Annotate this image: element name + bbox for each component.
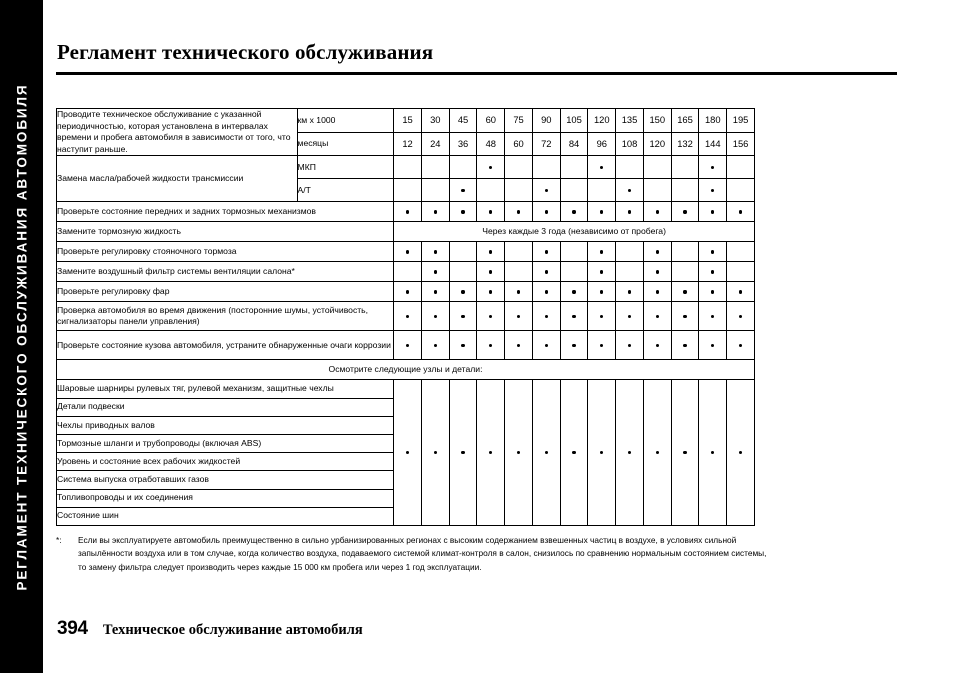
row-note-2: Через каждые 3 года (независимо от пробега) — [394, 222, 755, 242]
row-label-1: Проверьте состояние передних и задних тормозных механизмов — [57, 202, 394, 222]
table-row — [57, 222, 755, 242]
cell-r6-c1 — [394, 302, 422, 331]
cell-auto-3 — [449, 179, 477, 202]
inspect-cell-c1 — [394, 380, 422, 526]
cell-r4-c9 — [616, 262, 644, 282]
km-value-9: 135 — [616, 109, 644, 133]
month-value-5: 60 — [505, 132, 533, 156]
table-body — [57, 109, 755, 526]
inspect-cell-c11 — [671, 380, 699, 526]
table-row — [57, 242, 755, 262]
cell-r4-c3 — [449, 262, 477, 282]
row-label-6: Проверка автомобиля во время движения (посторонние шумы, устойчивость, сигнализаторы панели управления) — [57, 302, 394, 331]
km-value-6: 90 — [532, 109, 560, 133]
inspect-item-label-2: Детали подвески — [57, 398, 394, 416]
cell-manual-9 — [616, 156, 644, 179]
cell-manual-5 — [505, 156, 533, 179]
cell-manual-10 — [643, 156, 671, 179]
row-label-5: Проверьте регулировку фар — [57, 282, 394, 302]
cell-r1-c13 — [727, 202, 755, 222]
month-value-10: 120 — [643, 132, 671, 156]
cell-r4-c1 — [394, 262, 422, 282]
inspect-item-label-7: Топливопроводы и их соединения — [57, 489, 394, 507]
footnote-line-1: Если вы эксплуатируете автомобиль преимущественно в сильно урбанизированных регионах с высоким содержанием взвешенных частиц в воздухе, в условиях сильной — [78, 535, 737, 545]
cell-r1-c9 — [616, 202, 644, 222]
cell-r6-c7 — [560, 302, 588, 331]
page-footer — [57, 618, 363, 640]
cell-r1-c6 — [532, 202, 560, 222]
cell-r7-c10 — [643, 331, 671, 360]
cell-r3-c7 — [560, 242, 588, 262]
row-label-3: Проверьте регулировку стояночного тормоза — [57, 242, 394, 262]
inspect-cell-c8 — [588, 380, 616, 526]
inspect-item-label-4: Тормозные шланги и трубопроводы (включая ABS) — [57, 434, 394, 452]
cell-r3-c8 — [588, 242, 616, 262]
footnote — [56, 534, 936, 574]
cell-r7-c12 — [699, 331, 727, 360]
table-row — [57, 331, 755, 360]
cell-r7-c7 — [560, 331, 588, 360]
cell-r4-c12 — [699, 262, 727, 282]
month-value-6: 72 — [532, 132, 560, 156]
cell-r5-c13 — [727, 282, 755, 302]
cell-r3-c9 — [616, 242, 644, 262]
inspect-section-heading: Осмотрите следующие узлы и детали: — [57, 360, 755, 380]
cell-r7-c9 — [616, 331, 644, 360]
cell-r4-c11 — [671, 262, 699, 282]
cell-r7-c3 — [449, 331, 477, 360]
cell-r6-c13 — [727, 302, 755, 331]
cell-r3-c6 — [532, 242, 560, 262]
cell-r5-c1 — [394, 282, 422, 302]
cell-auto-13 — [727, 179, 755, 202]
inspect-dot-c5 — [517, 447, 520, 457]
cell-r6-c9 — [616, 302, 644, 331]
footnote-body — [78, 534, 936, 574]
cell-r7-c4 — [477, 331, 505, 360]
cell-r5-c6 — [532, 282, 560, 302]
cell-r4-c13 — [727, 262, 755, 282]
inspect-cell-c7 — [560, 380, 588, 526]
month-value-9: 108 — [616, 132, 644, 156]
cell-r3-c1 — [394, 242, 422, 262]
cell-manual-11 — [671, 156, 699, 179]
cell-auto-9 — [616, 179, 644, 202]
cell-r3-c10 — [643, 242, 671, 262]
cell-r1-c4 — [477, 202, 505, 222]
month-value-11: 132 — [671, 132, 699, 156]
inspect-dot-c7 — [572, 447, 575, 457]
cell-r7-c2 — [421, 331, 449, 360]
table-row — [57, 262, 755, 282]
cell-r1-c5 — [505, 202, 533, 222]
cell-auto-12 — [699, 179, 727, 202]
inspect-item-label-1: Шаровые шарниры рулевых тяг, рулевой механизм, защитные чехлы — [57, 380, 394, 398]
page-content — [43, 0, 954, 673]
cell-r3-c13 — [727, 242, 755, 262]
cell-r1-c12 — [699, 202, 727, 222]
unit-label-months: месяцы — [297, 132, 394, 156]
cell-manual-12 — [699, 156, 727, 179]
inspect-dot-c9 — [628, 447, 631, 457]
cell-r7-c8 — [588, 331, 616, 360]
table-row — [57, 302, 755, 331]
month-value-3: 36 — [449, 132, 477, 156]
cell-r6-c5 — [505, 302, 533, 331]
cell-r7-c6 — [532, 331, 560, 360]
cell-auto-2 — [421, 179, 449, 202]
km-value-5: 75 — [505, 109, 533, 133]
cell-r5-c12 — [699, 282, 727, 302]
cell-r7-c13 — [727, 331, 755, 360]
cell-r5-c4 — [477, 282, 505, 302]
km-value-7: 105 — [560, 109, 588, 133]
km-value-1: 15 — [394, 109, 422, 133]
cell-r6-c6 — [532, 302, 560, 331]
cell-r3-c3 — [449, 242, 477, 262]
cell-manual-6 — [532, 156, 560, 179]
cell-manual-7 — [560, 156, 588, 179]
km-value-8: 120 — [588, 109, 616, 133]
footnote-marker: *: — [56, 535, 62, 545]
cell-r6-c2 — [421, 302, 449, 331]
inspect-cell-c12 — [699, 380, 727, 526]
cell-r6-c10 — [643, 302, 671, 331]
km-value-13: 195 — [727, 109, 755, 133]
cell-manual-13 — [727, 156, 755, 179]
inspect-cell-c4 — [477, 380, 505, 526]
km-value-4: 60 — [477, 109, 505, 133]
table-row — [57, 202, 755, 222]
unit-label-km: км х 1000 — [297, 109, 394, 133]
footer-section-title: Техническое обслуживание автомобиля — [102, 622, 363, 638]
cell-r3-c2 — [421, 242, 449, 262]
inspect-item-row — [57, 380, 755, 398]
sub-label-auto-transmission: A/T — [297, 179, 394, 202]
month-value-2: 24 — [421, 132, 449, 156]
inspect-cell-c3 — [449, 380, 477, 526]
cell-auto-10 — [643, 179, 671, 202]
cell-auto-4 — [477, 179, 505, 202]
cell-r3-c11 — [671, 242, 699, 262]
footer-page-number: 394 — [57, 618, 88, 639]
inspect-cell-c13 — [727, 380, 755, 526]
inspect-item-label-6: Система выпуска отработавших газов — [57, 471, 394, 489]
cell-r5-c9 — [616, 282, 644, 302]
table-header-km-row — [57, 109, 755, 133]
cell-auto-11 — [671, 179, 699, 202]
cell-r7-c11 — [671, 331, 699, 360]
inspect-dot-c10 — [656, 447, 659, 457]
cell-r5-c3 — [449, 282, 477, 302]
row-label-4: Замените воздушный фильтр системы вентиляции салона* — [57, 262, 394, 282]
cell-manual-8 — [588, 156, 616, 179]
cell-r1-c10 — [643, 202, 671, 222]
cell-r6-c12 — [699, 302, 727, 331]
cell-r5-c2 — [421, 282, 449, 302]
cell-r6-c3 — [449, 302, 477, 331]
row-label-2: Замените тормозную жидкость — [57, 222, 394, 242]
cell-manual-2 — [421, 156, 449, 179]
inspect-item-label-5: Уровень и состояние всех рабочих жидкостей — [57, 453, 394, 471]
title-divider — [56, 72, 897, 75]
cell-r1-c11 — [671, 202, 699, 222]
chapter-side-tab-label: РЕГЛАМЕНТ ТЕХНИЧЕСКОГО ОБСЛУЖИВАНИЯ АВТОМОБИЛЯ — [14, 82, 29, 591]
inspect-cell-c10 — [643, 380, 671, 526]
cell-r6-c4 — [477, 302, 505, 331]
cell-r4-c10 — [643, 262, 671, 282]
cell-r4-c8 — [588, 262, 616, 282]
cell-r6-c8 — [588, 302, 616, 331]
cell-r5-c7 — [560, 282, 588, 302]
month-value-8: 96 — [588, 132, 616, 156]
inspect-dot-c6 — [545, 447, 548, 457]
cell-r3-c5 — [505, 242, 533, 262]
cell-r3-c12 — [699, 242, 727, 262]
maintenance-schedule-table — [56, 108, 755, 526]
row-label-transmission-fluid: Замена масла/рабочей жидкости трансмиссии — [57, 156, 298, 202]
km-value-10: 150 — [643, 109, 671, 133]
cell-r1-c1 — [394, 202, 422, 222]
chapter-side-tab — [0, 0, 43, 673]
table-section-heading-row — [57, 360, 755, 380]
cell-auto-7 — [560, 179, 588, 202]
inspect-item-label-8: Состояние шин — [57, 507, 394, 525]
km-value-3: 45 — [449, 109, 477, 133]
row-label-7: Проверьте состояние кузова автомобиля, устраните обнаруженные очаги коррозии — [57, 331, 394, 360]
inspect-dot-c4 — [489, 447, 492, 457]
table-row — [57, 282, 755, 302]
inspect-dot-c11 — [683, 447, 686, 457]
cell-auto-1 — [394, 179, 422, 202]
cell-r4-c2 — [421, 262, 449, 282]
footnote-line-2: запылённости воздуха или в том случае, когда количество воздуха, подаваемого системой климат-контроля в салон, снизилось по сравнению нормальным состоянием системы, — [78, 548, 767, 559]
inspect-cell-c2 — [421, 380, 449, 526]
cell-r4-c6 — [532, 262, 560, 282]
month-value-13: 156 — [727, 132, 755, 156]
cell-r3-c4 — [477, 242, 505, 262]
cell-auto-8 — [588, 179, 616, 202]
inspect-dot-c8 — [600, 447, 603, 457]
cell-r1-c7 — [560, 202, 588, 222]
month-value-7: 84 — [560, 132, 588, 156]
inspect-dot-c12 — [711, 447, 714, 457]
schedule-intro-text: Проводите техническое обслуживание с указанной периодичностью, которая установлена в интервалах времени и пробега автомобиля в зависимости от того, что наступит раньше. — [57, 109, 298, 156]
cell-r4-c7 — [560, 262, 588, 282]
cell-r1-c2 — [421, 202, 449, 222]
inspect-dot-c2 — [434, 447, 437, 457]
cell-auto-5 — [505, 179, 533, 202]
inspect-cell-c5 — [505, 380, 533, 526]
cell-r7-c5 — [505, 331, 533, 360]
cell-r5-c8 — [588, 282, 616, 302]
inspect-dot-c13 — [739, 447, 742, 457]
month-value-12: 144 — [699, 132, 727, 156]
km-value-11: 165 — [671, 109, 699, 133]
cell-auto-6 — [532, 179, 560, 202]
month-value-4: 48 — [477, 132, 505, 156]
page-title: Регламент технического обслуживания — [57, 40, 434, 64]
inspect-cell-c6 — [532, 380, 560, 526]
cell-r4-c5 — [505, 262, 533, 282]
km-value-12: 180 — [699, 109, 727, 133]
inspect-dot-c3 — [461, 447, 464, 457]
cell-r5-c11 — [671, 282, 699, 302]
cell-r7-c1 — [394, 331, 422, 360]
month-value-1: 12 — [394, 132, 422, 156]
cell-r4-c4 — [477, 262, 505, 282]
inspect-cell-c9 — [616, 380, 644, 526]
cell-r1-c8 — [588, 202, 616, 222]
cell-r6-c11 — [671, 302, 699, 331]
sub-label-manual-transmission: МКП — [297, 156, 394, 179]
km-value-2: 30 — [421, 109, 449, 133]
cell-manual-4 — [477, 156, 505, 179]
cell-manual-1 — [394, 156, 422, 179]
inspect-item-label-3: Чехлы приводных валов — [57, 416, 394, 434]
inspect-dot-c1 — [406, 447, 409, 457]
cell-manual-3 — [449, 156, 477, 179]
cell-r1-c3 — [449, 202, 477, 222]
footnote-line-3: то замену фильтра следует производить через каждые 15 000 км пробега или через 1 год эксплуатации. — [78, 561, 482, 572]
cell-r5-c5 — [505, 282, 533, 302]
table-row-transmission-manual — [57, 156, 755, 179]
cell-r5-c10 — [643, 282, 671, 302]
